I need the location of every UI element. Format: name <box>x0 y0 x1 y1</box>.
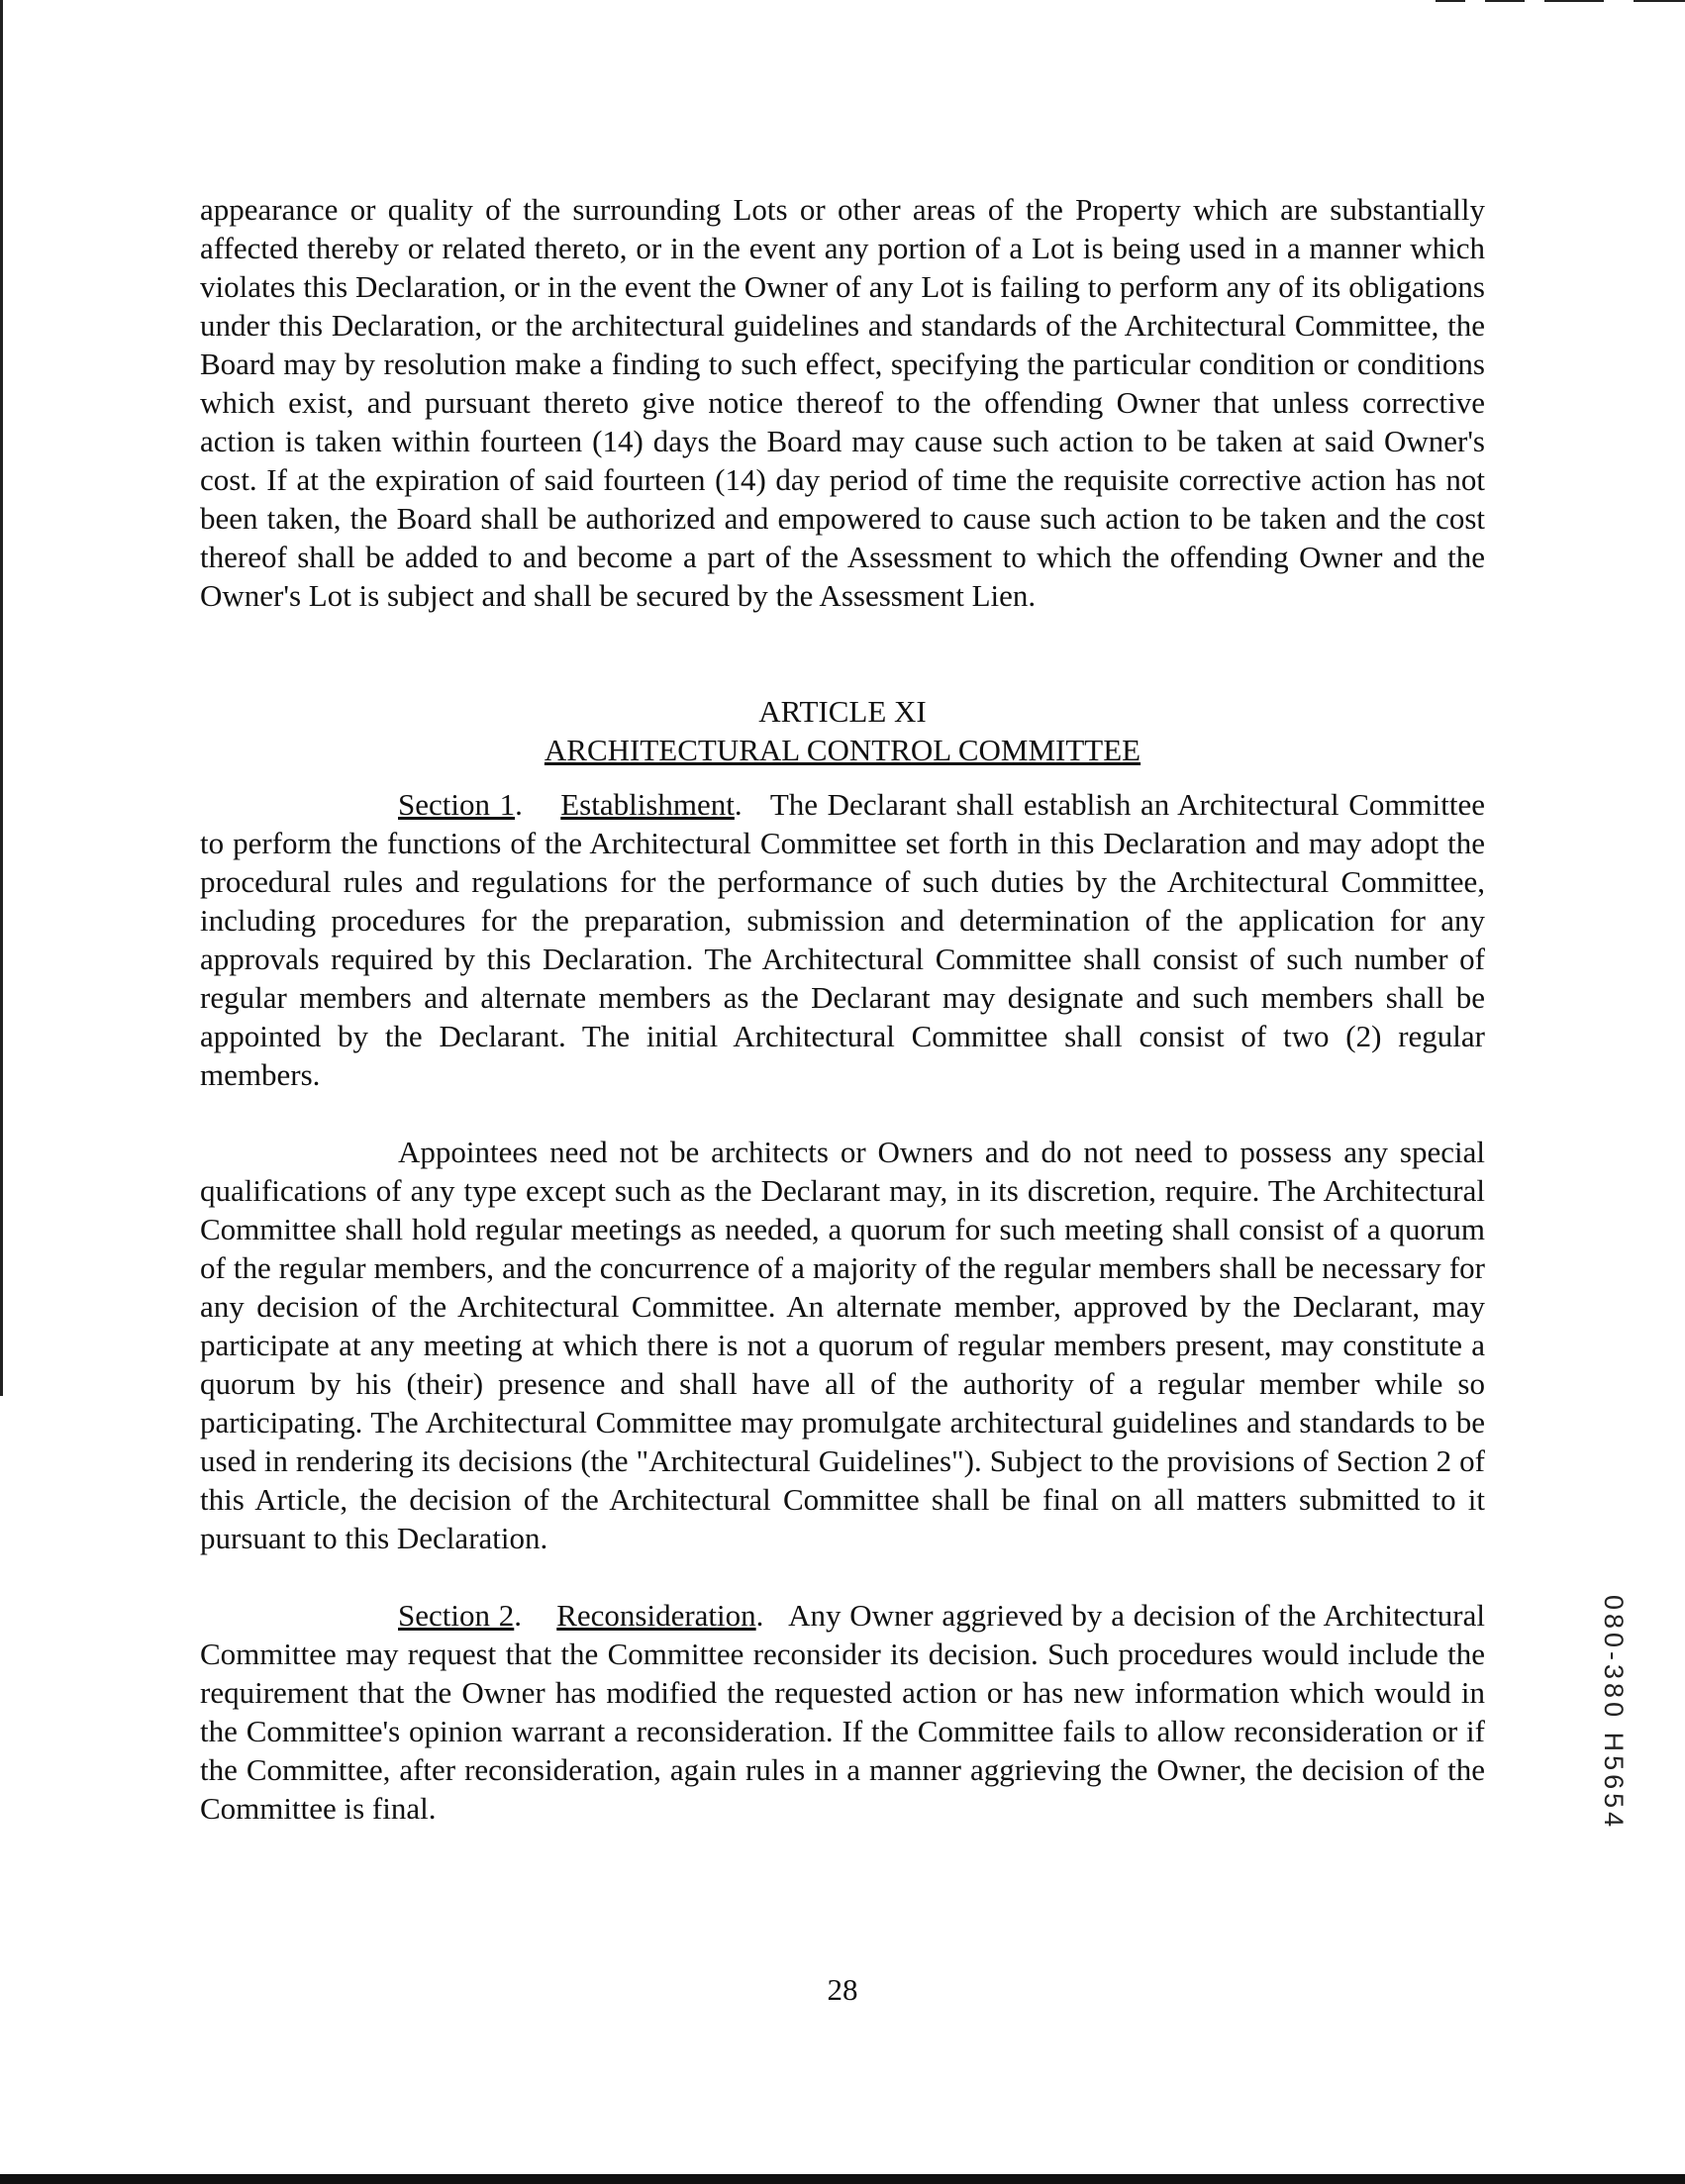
scan-mark <box>1544 0 1604 2</box>
page-number: 28 <box>827 1972 858 2007</box>
scan-edge-bottom <box>0 2174 1685 2184</box>
scan-mark <box>1436 0 1465 2</box>
section-2-label: Section 2 <box>398 1598 515 1633</box>
section-1-paragraph: Section 1. Establishment. The Declarant shall establish an Architectural Committee to perform the functions of the Architectural Committee set forth in this Declaration and may adopt the procedural rules and regulations for the performance of such duties by the Architectural Committee, including procedures for the preparation, submission and determination of the application for any approvals required by this Declaration. The Architectural Committee shall consist of such number of regular members and alternate members as the Declarant may designate and such members shall be appointed by the Declarant. The initial Architectural Committee shall consist of two (2) regular members. <box>200 787 1485 1092</box>
article-number: ARTICLE XI <box>758 694 927 729</box>
section-2-paragraph: Section 2. Reconsideration. Any Owner aggrieved by a decision of the Architectural Committee may request that the Committee reconsider its decision. Such procedures would include the requirement that the Owner has modified the requested action or has new information which would in the Committee's opinion warrant a reconsideration. If the Committee fails to allow reconsideration or if the Committee, after reconsideration, again rules in a manner aggrieving the Owner, the decision of the Committee is final. <box>200 1598 1485 1826</box>
section-2-heading: Reconsideration <box>556 1598 756 1633</box>
side-stamp: 080-380 H5654 <box>1599 1595 1629 1832</box>
scan-mark <box>1634 0 1685 2</box>
section-1-heading: Establishment <box>560 787 735 822</box>
article-title: ARCHITECTURAL CONTROL COMMITTEE <box>544 733 1141 767</box>
section-2-text: Any Owner aggrieved by a decision of the Architectural Committee may request that the Committee reconsider its decision. Such procedures would include the requirement that the Owner has modified the requested action or has new information which would in the Committee's opinion warrant a reconsideration. If the Committee fails to allow reconsideration or if the Committee, after reconsideration, again rules in a manner aggrieving the Owner, the decision of the Committee is final. <box>200 1598 1485 1826</box>
scan-edge-left <box>0 0 3 1396</box>
scan-mark <box>1485 0 1525 2</box>
appointees-paragraph: Appointees need not be architects or Owners and do not need to possess any special qualifications of any type except such as the Declarant may, in its discretion, require. The Architectural Committee shall hold regular meetings as needed, a quorum for such meeting shall consist of a quorum of the regular members, and the concurrence of a majority of the regular members shall be necessary for any decision of the Architectural Committee. An alternate member, approved by the Declarant, may participate at any meeting at which there is not a quorum of regular members present, may constitute a quorum by his (their) presence and shall have all of the authority of a regular member while so participating. The Architectural Committee may promulgate architectural guidelines and standards to be used in rendering its decisions (the "Architectural Guidelines"). Subject to the provisions of Section 2 of this Article, the decision of the Architectural Committee shall be final on all matters submitted to it pursuant to this Declaration. <box>200 1135 1485 1555</box>
section-1-label: Section 1 <box>398 787 516 822</box>
opening-paragraph: appearance or quality of the surrounding Lots or other areas of the Property which are substantially affected thereby or related thereto, or in the event any portion of a Lot is being used in a manner which violates this Declaration, or in the event the Owner of any Lot is failing to perform any of its obligations under this Declaration, or the architectural guidelines and standards of the Architectural Committee, the Board may by resolution make a finding to such effect, specifying the particular condition or conditions which exist, and pursuant thereto give notice thereof to the offending Owner that unless corrective action is taken within fourteen (14) days the Board may cause such action to be taken at said Owner's cost. If at the expiration of said fourteen (14) day period of time the requisite corrective action has not been taken, the Board shall be authorized and empowered to cause such action to be taken and the cost thereof shall be added to and become a part of the Assessment to which the offending Owner and the Owner's Lot is subject and shall be secured by the Assessment Lien. <box>200 192 1485 613</box>
document-page <box>200 190 1485 1828</box>
section-1-text: The Declarant shall establish an Architectural Committee to perform the functions of the Architectural Committee set forth in this Declaration and may adopt the procedural rules and regulations for the performance of such duties by the Architectural Committee, including procedures for the preparation, submission and determination of the application for any approvals required by this Declaration. The Architectural Committee shall consist of such number of regular members and alternate members as the Declarant may designate and such members shall be appointed by the Declarant. The initial Architectural Committee shall consist of two (2) regular members. <box>200 787 1485 1092</box>
